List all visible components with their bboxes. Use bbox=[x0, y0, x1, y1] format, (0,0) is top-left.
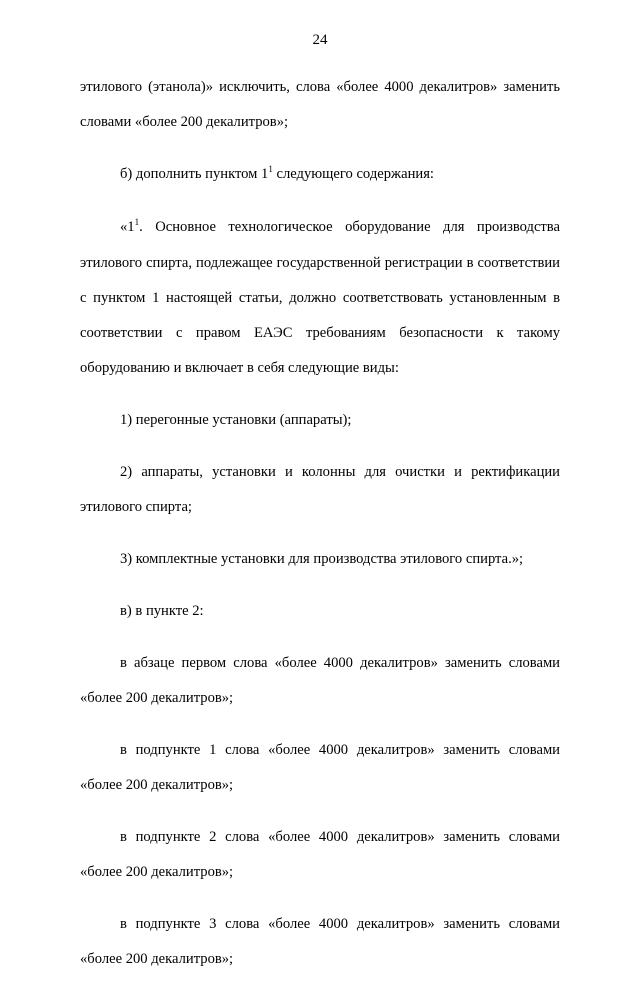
list-item-rectification: 2) аппараты, установки и колонны для очистки и ректификации этилового спирта; bbox=[80, 464, 560, 515]
superscript-equipment-index: 1 bbox=[134, 217, 140, 227]
paragraph-first-abzac: в абзаце первом слова «более 4000 декалитров» заменить словами «более 200 декалитров»; bbox=[80, 655, 560, 706]
paragraph-ethanol-exclusion: этилового (этанола)» исключить, слова «более 4000 декалитров» заменить словами «более 200 декалитров»; bbox=[80, 79, 560, 130]
page-number: 24 bbox=[312, 32, 328, 48]
document-body bbox=[80, 70, 560, 994]
paragraph-equipment-definition bbox=[80, 210, 560, 386]
equipment-definition-text: . Основное технологическое оборудование для производства этилового спирта, подлежащее государственной регистрации в соответствии с пунктом 1 настоящей статьи, должно соответствовать установленным в соответствии с правом ЕАЭС требованиям безопасности к такому оборудованию и включает в себя следующие виды: bbox=[80, 219, 560, 376]
superscript-point-index: 1 bbox=[268, 164, 273, 174]
list-item-complete-units: 3) комплектные установки для производства этилового спирта.»; bbox=[120, 551, 524, 567]
paragraph-subpoint-2: в подпункте 2 слова «более 4000 декалитров» заменить словами «более 200 декалитров»; bbox=[80, 829, 560, 880]
paragraph-add-point-text: б) дополнить пунктом 1 bbox=[120, 166, 269, 182]
paragraph-add-point-tail: следующего содержания: bbox=[272, 166, 434, 182]
paragraph-add-point bbox=[80, 157, 560, 193]
equipment-definition-open: «1 bbox=[120, 219, 135, 235]
paragraph-point-2: в) в пункте 2: bbox=[120, 603, 204, 619]
list-item-distillation: 1) перегонные установки (аппараты); bbox=[120, 412, 352, 428]
paragraph-subpoint-1: в подпункте 1 слова «более 4000 декалитров» заменить словами «более 200 декалитров»; bbox=[80, 742, 560, 793]
paragraph-subpoint-3: в подпункте 3 слова «более 4000 декалитров» заменить словами «более 200 декалитров»; bbox=[80, 916, 560, 967]
